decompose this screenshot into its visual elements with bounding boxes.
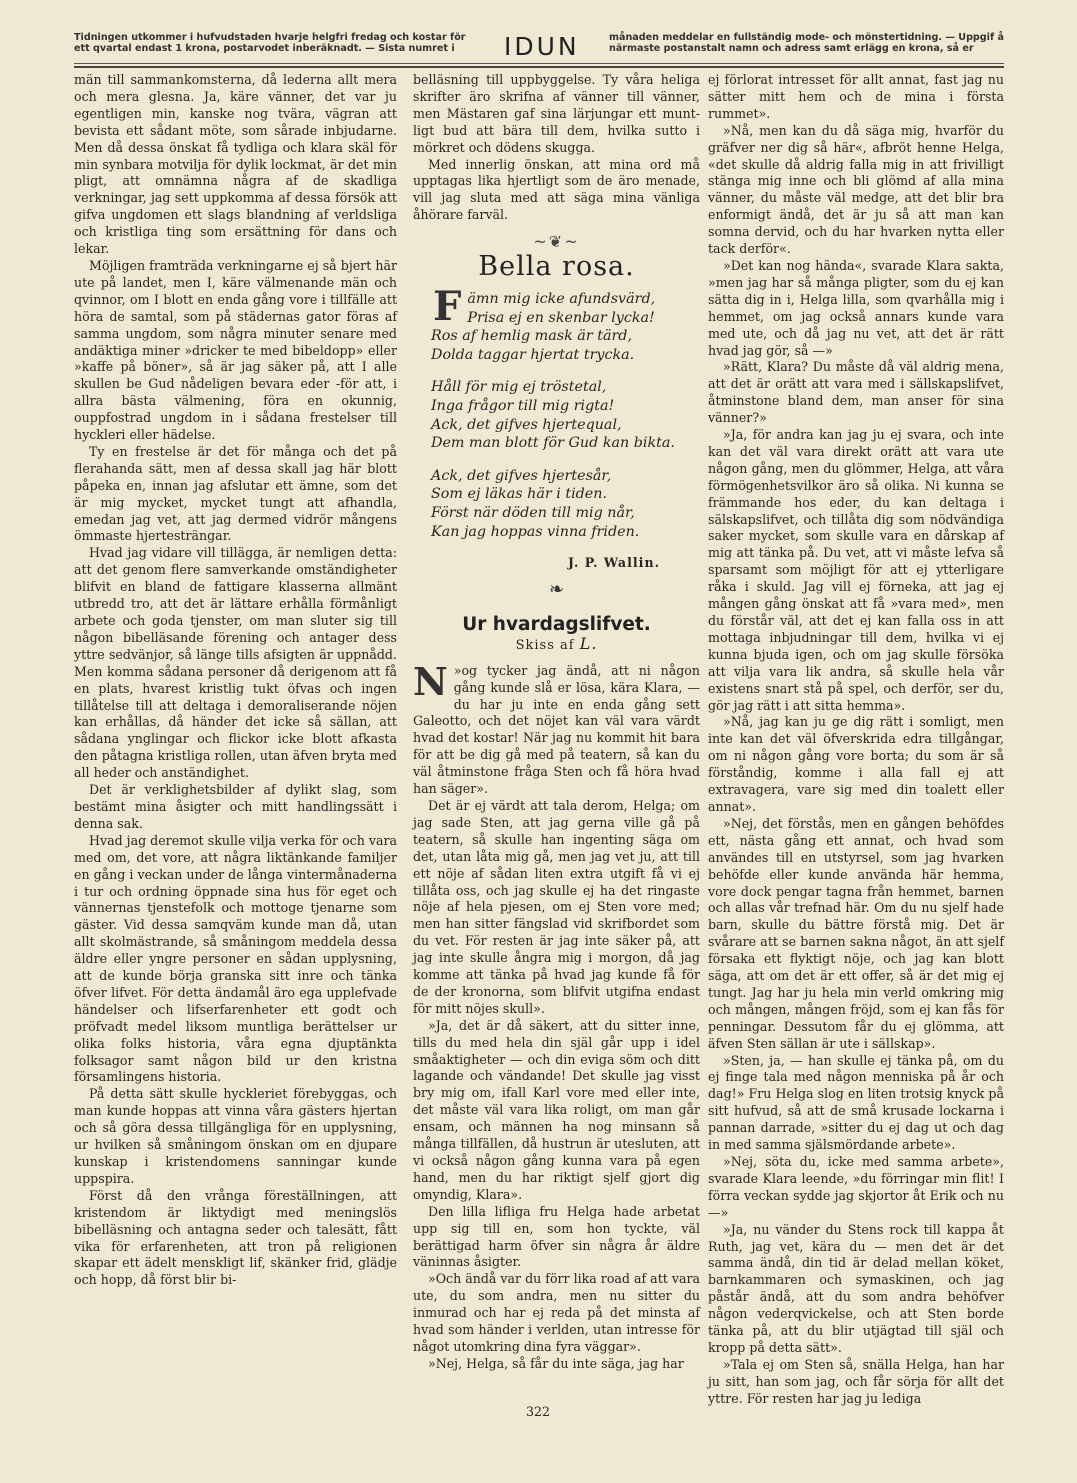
subtitle-text: Skiss af — [515, 637, 575, 653]
paragraph: »Nej, Helga, så får du inte säga, jag har — [428, 1355, 684, 1371]
subtitle-author: L. — [579, 633, 598, 653]
paragraph-text: »og tycker jag ändå, att ni någon gång kunde slå er lösa, kära Klara, — du har ju inte en enda gång sett Galeotto, och det nöjet kan väl vara värdt hvad det kostar! När jag nu kommit hit bara för att be dig gå med på teatern, så kan du väl åtminstone fråga Sten och få höra hvad han säger». — [413, 662, 700, 797]
header-rule — [74, 63, 1004, 64]
paragraph — [413, 658, 700, 798]
paragraph: Hvad jag vidare vill tillägga, är nemligen detta: att det genom flere samverkande omständigheter blifvit en bland de fattigare klasserna allmänt utbredd tro, att det är lättare erhålla förmånligt arbete och goda tjenster, om man sluter sig till någon bibelläsande förening och antager dess yttre sedvänjor, så länge tills afsigten är uppnådd. Men komma sådana personer då derigenom att få en plats, hvarest kristlig tukt öfvas och ingen tillåtelse till att deltaga i demoraliserande nöjen kan erhållas, då händer det icke så sällan, att sådana ynglingar och flickor icke blott afkasta den påtagna kristliga rollen, utan äfven bryta med all heder och anständighet. — [74, 545, 397, 781]
page-header — [74, 32, 1004, 62]
paragraph: »Nå, men kan du då säga mig, hvarför du gräfver ner dig så här«, afbröt henne Helga, «det skulle då aldrig falla mig in att frivilligt stänga mig inne och bli glömd af alla mina vänner, du måste väl medge, att det blir bra enformigt ändå, det är ju så att man kan somna dervid, och du har hvarken nytta eller tack derför«. — [708, 122, 1004, 257]
paragraph: »Sten, ja, — han skulle ej tänka på, om du ej finge tala med någon menniska på år och dag!» Fru Helga slog en liten trotsig knyck på sitt hufvud, så att de små krusade lockarna i pannan darrade, »sitter du ej dag ut och dag in med samma själsmördande arbete». — [708, 1052, 1004, 1153]
paragraph: Först då den vrånga föreställningen, att kristendom är liktydigt med meningslös bibelläsning och antagna seder och talesätt, fått vika för erfarenheten, att tron på religionen skapar ett ädelt menskligt lif, skänker frid, glädje och hopp, då först blir bi- — [74, 1187, 397, 1288]
paragraph: »Nej, det förstås, men en gången behöfdes ett, nästa gång ett annat, och hvad som användes till en utstyrsel, som jag hvarken behöfde eller kunde använda här hemma, vore dock pengar tagna från hemmet, barnen och allas vår trefnad här. Om du nu sjelf hade barn, skulle du bättre förstå mig. Det är svårare att se barnen sakna något, än att sjelf försaka ett flyktigt nöje, och jag kan blott säga, att om det är ett offer, så är det mig ej tungt. Jag har ju hela min verld omkring mig och mången, mången fröjd, som ej kan fås för penningar. Dessutom får du ej glömma, att äfven Sten sällan är ute i sällskap». — [708, 815, 1004, 1051]
drop-cap: N — [413, 658, 448, 704]
paragraph: På detta sätt skulle hyckleriet förebyggas, och man kunde hoppas att vinna våra gästers hjertan och så göra dessa tillgängliga för en upplysning, ur hvilken så småningom önskan om en djupare kunskap i kristendomens sanningar kunde uppspira. — [74, 1086, 397, 1186]
column-right — [708, 72, 1004, 1408]
poem-line: Ack, det gifves hjertesår, — [431, 467, 612, 484]
section-subtitle — [413, 633, 700, 655]
poem-line: Håll för mig ej tröstetal, — [431, 379, 607, 396]
ornament-flower-icon: ❧ — [548, 579, 565, 600]
page-number: 322 — [526, 1404, 551, 1419]
paragraph: »Och ändå var du förr lika road af att vara ute, du som andra, men nu sitter du inmurad och har ej reda på det minsta af hvad som händer i verlden, utan intresse för något utomkring dina fyra väggar». — [413, 1271, 700, 1354]
paragraph: »Tala ej om Sten så, snälla Helga, han har ju sitt, han som jag, och får sörja för allt det yttre. För resten har jag ju lediga — [708, 1356, 1004, 1406]
paragraph: »Nej, söta du, icke med samma arbete», svarade Klara leende, »du förringar min flit! I förra veckan sydde jag skjortor åt Erik och nu —» — [708, 1154, 1004, 1220]
poem-line: Dem man blott för Gud kan bikta. — [431, 435, 675, 452]
paragraph: Det är ej värdt att tala derom, Helga; om jag sade Sten, att jag gerna ville gå på teatern, så skulle han ingenting säga om det, utan låta mig gå, men jag vet ju, att till ett nöje af sådan liten extra utgift få vi ej tillåta oss, och jag skulle ej ha det ringaste nöje af hela pjesen, om ej Sten vore med; men han sitter fängslad vid skrifbordet som du vet. För resten är jag inte säker på, att jag inte skulle ångra mig i morgon, då jag komme att tänka på hvad jag kunde få för de der kronorna, som blifvit utgifna endast för mitt nöjes skull». — [413, 797, 700, 1016]
poem-line: Inga frågor till mig rigta! — [431, 397, 615, 414]
poem-drop-cap: F — [433, 282, 462, 330]
paragraph: »Ja, för andra kan jag ju ej svara, och inte kan det väl vara direkt orätt att vara ute någon gång, men du glömmer, Helga, att våra förmögenhetsvilkor äro så olika. Ni kunna se främmande hos eder, du kan deltaga i sälskapslifvet, och tillåta dig som nödvändiga saker mycket, som skulle vara en dårskap af mig att tänka på. Du vet, att vi måste lefva så sparsamt som möjligt för att ej ytterligare råka i skuld. Jag vill ej förneka, att jag ej mången gång önskat att få »vara med», men du förstår väl, att det ej kan falla oss in att mottaga inbjudningar till dem, hvilka vi ej kunna bjuda igen, och om jag skulle försöka att vilja vara lik andra, så skulle hela vår existens snart stå på spel, och derför, ser du, gör jag rätt i att sitta hemma». — [708, 427, 1004, 713]
poem-line: ämn mig icke afundsvärd, — [467, 290, 656, 307]
poem-line: Prisa ej en skenbar lycka! — [467, 309, 655, 326]
paragraph: Med innerlig önskan, att mina ord må upptagas lika hjertligt som de äro menade, vill jag sluta med att säga mina vänliga åhörare farväl. — [413, 156, 700, 223]
paragraph: belläsning till uppbyggelse. Ty våra heliga skrifter äro skrifna af vänner till vänner, men Mästaren gaf sina lärjungar ett munt-ligt bud att bära till dem, hvilka sutto i mörkret och dödens skugga. — [413, 72, 700, 155]
header-right-text: månaden meddelar en fullständig mode- och mönstertidning. — Uppgif å närmaste postanstalt namn och adress samt erlägg en krona, så er — [609, 32, 1004, 54]
masthead-title: IDUN — [504, 32, 580, 61]
poem-signature: J. P. Wallin. — [567, 555, 660, 571]
header-left-text: Tidningen utkommer i hufvudstaden hvarje helgfri fredag och kostar för ett qvartal endast 1 krona, postarvodet inberäknadt. — Sista numret i — [74, 32, 466, 54]
paragraph: »Nå, jag kan ju ge dig rätt i somligt, men inte kan det väl öfverskrida edra tillgångar, om ni någon gång vore borta; du som är så förståndig, komme i alla fall ej att extravagera, vare sig med din toalett eller annat». — [708, 714, 1004, 814]
poem-line: Först när döden till mig når, — [431, 504, 635, 521]
poem-line: Dolda taggar hjertat trycka. — [431, 346, 635, 363]
paragraph: Möjligen framträda verkningarne ej så bjert här ute på landet, men I, käre välmenande män och qvinnor, om I blott en enda gång vore i tillfälle att höra de samtal, som på städernas gator föras af samma ungdom, som några minuter senare med andäktiga miner »dricker te med bibeldopp» eller »kaffe på böner», så är jag säker på, att I alle skullen be Gud nådeligen bevara eder -för att, i allra bästa välmening, föra en okunnig, ouppfostrad ungdom in i sådana frestelser till hyckleri eller hädelse. — [74, 257, 397, 443]
poem-stanza-3 — [413, 467, 700, 541]
paragraph: Det är verklighetsbilder af dylikt slag, som bestämt mina åsigter och mitt handlingssätt i denna sak. — [74, 782, 397, 831]
poem-stanza-2 — [413, 378, 700, 452]
poem-line: Ack, det gifves hjertequal, — [431, 416, 622, 433]
paragraph: »Ja, nu vänder du Stens rock till kappa åt Ruth, jag vet, kära du — men det är det samma ändå, din tid är delad mellan köket, barnkammaren och symaskinen, och jag påstår ändå, att du som andra behöfver någon vederqvickelse, och att Sten borde tänka på, att du blir utjägtad till själ och kropp på detta sätt». — [708, 1221, 1004, 1355]
column-middle — [413, 72, 700, 1373]
ornament-divider: ~❦~ — [533, 232, 580, 252]
poem-title: Bella rosa. — [478, 251, 635, 283]
paragraph: Ty en frestelse är det för många och det på flerahanda sätt, men af dessa skall jag här blott påpeka en, innan jag afslutar ett ämne, som det är mig mycket, mycket tungt att afhandla, emedan jag vet, att jag dermed vidrör mångens ömmaste hjertesträngar. — [74, 443, 397, 544]
paragraph: Den lilla lifliga fru Helga hade arbetat upp sig till en, som hon tyckte, väl berättigad harm öfver sin några år äldre väninnas åsigter. — [413, 1203, 700, 1270]
paragraph: ej förlorat intresset för allt annat, fast jag nu sätter mitt hem och de mina i första rummet». — [708, 72, 1004, 121]
paragraph: »Det kan nog hända«, svarade Klara sakta, »men jag har så många pligter, som du ej kan sätta dig in i, Helga lilla, som qvarhålla mig i hemmet, om jag också annars kunde vara med ute, och då jag nu vet, att det är rätt hvad jag gör, så —» — [708, 257, 1004, 358]
section-title: Ur hvardagslifvet. — [462, 613, 651, 635]
paragraph: män till sammankomsterna, då lederna allt mera och mera glesna. Ja, käre vänner, det var ju egentligen min, kanske nog tvära, vägran att bevista ett sådant möte, som sårade inbjudarne. Men då dessa önskat få tydliga och klara skäl för min synbara motvilja för dylik lockmat, är det min pligt, att omnämna några af de skadliga verkningar, jag sett uppkomma af dessa försök att gifva ungdomen ett slags blandning af verldsliga och kristliga ting som ersättning för dans och lekar. — [74, 72, 397, 257]
poem-line: Kan jag hoppas vinna friden. — [431, 523, 640, 540]
paragraph: »Rätt, Klara? Du måste då väl aldrig mena, att det är orätt att vara med i sällskapslifvet, åtminstone bland dem, man anser för sina vänner?» — [708, 359, 1004, 426]
column-left — [74, 72, 397, 1289]
poem-line: Ros af hemlig mask är tärd, — [431, 328, 633, 345]
header-rule-thick — [74, 66, 1004, 68]
poem-stanza-1 — [413, 282, 700, 364]
paragraph: »Ja, det är då säkert, att du sitter inne, tills du med hela din själ går upp i idel småaktigheter — och din eviga söm och ditt lagande och vändande! Det skulle jag visst bry mig om, ifall Karl vore med eller inte, det måste väl vara lika roligt, om man går ensam, och männen ha nog minsann så många tillfällen, då hustrun är utesluten, att vi också någon gång kunna vara på egen hand, men du har riktigt sjelf gjort dig omyndig, Klara». — [413, 1017, 700, 1202]
poem-line: Som ej läkas här i tiden. — [431, 486, 608, 503]
paragraph: Hvad jag deremot skulle vilja verka för och vara med om, det vore, att några liktänkande familjer en gång i veckan under de långa vintermånaderna i tur och ordning öppnade sina hus för eget och vännernas tjenstefolk och mottoge tjenarne som gäster. Vid dessa samqväm kunde man då, utan allt skolmästrande, så småningom meddela dessa äldre eller yngre personer en sådan upplysning, att de kunde börja granska sitt inre och tänka öfver lifvet. För detta ändamål äro ega upplefvade händelser och lifserfarenheter ett godt och pröfvadt medel liksom muntliga berättelser ur olika folks historia, våra egna djuptänkta folksagor samt någon bild ur den kristna församlingens historia. — [74, 832, 397, 1085]
